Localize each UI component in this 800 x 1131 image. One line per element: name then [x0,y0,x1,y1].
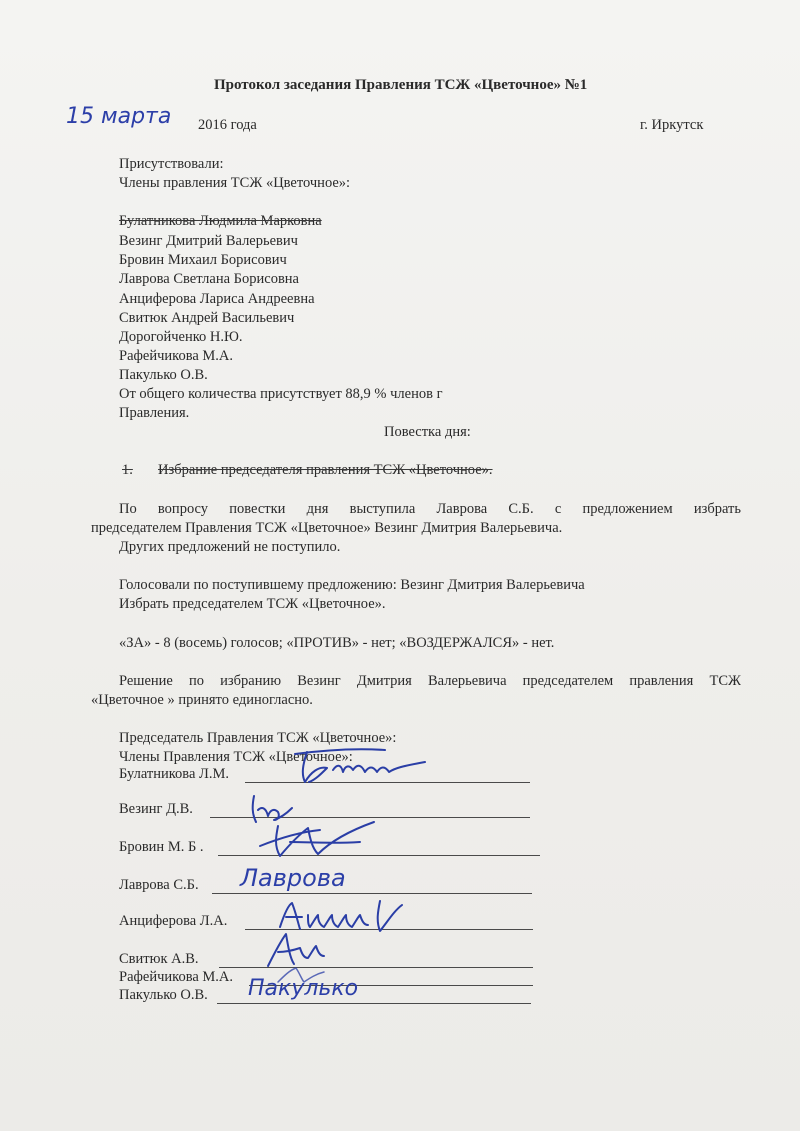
signatory-name: Везинг Д.В. [119,801,193,817]
agenda-item-text: Избрание председателя правления ТСЖ «Цветочное». [158,462,493,478]
signatory-name: Бровин М. Б . [119,839,204,855]
signatory-name: Анциферова Л.А. [119,913,228,929]
paragraph: Голосовали по поступившему предложению: Везинг Дмитрия Валерьевича [119,577,585,593]
member-name: Везинг Дмитрий Валерьевич [119,233,298,249]
paragraph: Избрать председателем ТСЖ «Цветочное». [119,596,386,612]
signature-brovin [250,812,380,862]
handwritten-signature-lavrova: Лаврова [240,864,346,892]
member-name: Булатникова Людмила Марковна [119,213,322,229]
quorum-line: Правления. [119,405,190,421]
paragraph-line: По вопросу повестки дня выступила Лаврова С.Б. с предложением избрать [119,501,741,517]
signature-bulatnikova [285,742,435,787]
handwritten-date: 15 марта [66,104,172,129]
member-name: Бровин Михаил Борисович [119,252,287,268]
signature-line [212,893,532,894]
member-name: Свитюк Андрей Васильевич [119,310,295,326]
decision-line: «Цветочное » принято единогласно. [91,692,313,708]
member-name: Рафейчикова М.А. [119,348,234,364]
members-signature-label: Члены Правления ТСЖ «Цветочное»: [119,749,353,765]
date-year: 2016 года [198,117,257,133]
quorum-line: От общего количества присутствует 88,9 % членов г [119,386,443,402]
signatory-name: Пакулько О.В. [119,987,208,1003]
chair-label: Председатель Правления ТСЖ «Цветочное»: [119,730,397,746]
agenda-item-number: 1. [122,462,133,478]
agenda-heading: Повестка дня: [384,424,471,440]
present-label: Присутствовали: [119,156,224,172]
member-name: Пакулько О.В. [119,367,208,383]
signatory-name: Булатникова Л.М. [119,766,229,782]
board-label: Члены правления ТСЖ «Цветочное»: [119,175,351,191]
handwritten-signature-pakulko: Пакулько [248,976,359,1001]
member-name: Дорогойченко Н.Ю. [119,329,243,345]
signatory-name: Свитюк А.В. [119,951,199,967]
signatory-name: Лаврова С.Б. [119,877,199,893]
signature-line [217,1003,531,1004]
paragraph-line: председателем Правления ТСЖ «Цветочное» Везинг Дмитрия Валерьевича. [91,520,563,536]
member-name: Анциферова Лариса Андреевна [119,291,315,307]
member-name: Лаврова Светлана Борисовна [119,271,299,287]
decision-line: Решение по избранию Везинг Дмитрия Валерьевича председателем правления ТСЖ [119,673,741,689]
signatory-name: Рафейчикова М.А. [119,969,234,985]
paragraph: Других предложений не поступило. [119,539,341,555]
city: г. Иркутск [640,117,704,133]
vote-result: «ЗА» - 8 (восемь) голосов; «ПРОТИВ» - нет; «ВОЗДЕРЖАЛСЯ» - нет. [119,635,555,651]
document-title: Протокол заседания Правления ТСЖ «Цветочное» №1 [214,77,588,93]
